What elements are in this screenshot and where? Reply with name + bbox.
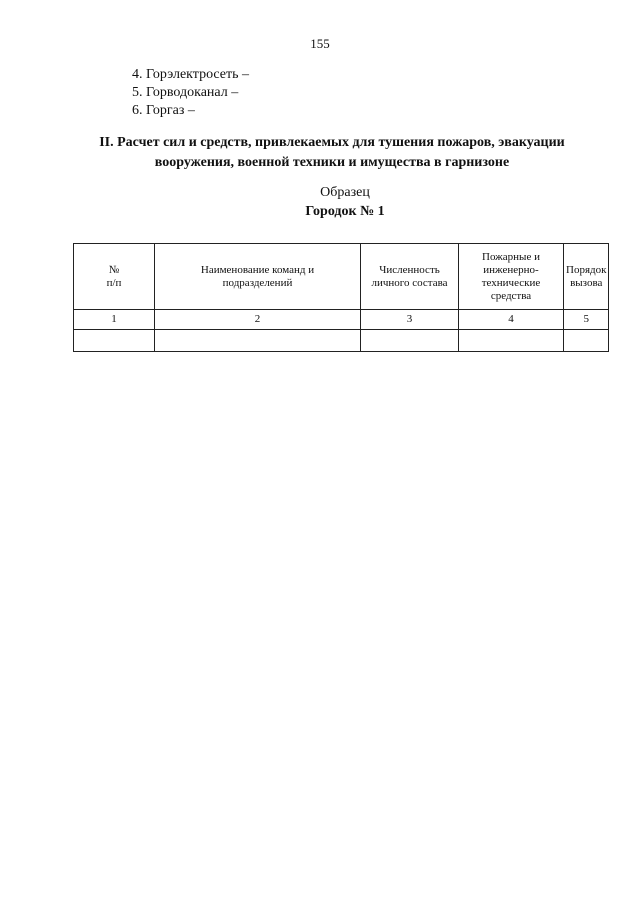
forces-table (73, 243, 609, 352)
utility-list (132, 66, 249, 120)
header-cell-personnel: Численность личного состава (361, 244, 459, 310)
header-cell-equipment: Пожарные и инженерно- технические средства (459, 244, 564, 310)
column-number-cell: 3 (361, 310, 459, 330)
empty-cell (564, 330, 609, 352)
list-item: 5. Горводоканал – (132, 85, 239, 100)
table-header-row (74, 244, 609, 310)
header-cell-name: Наименование команд и подразделений (155, 244, 361, 310)
column-number-cell: 4 (459, 310, 564, 330)
table-row-empty (74, 330, 609, 352)
column-number-cell: 2 (155, 310, 361, 330)
page-number: 155 (310, 36, 330, 51)
column-number-cell: 1 (74, 310, 155, 330)
list-item: 4. Горэлектросеть – (132, 67, 250, 82)
header-cell-call-order: Порядок вызова (564, 244, 609, 310)
sample-title: Городок № 1 (305, 204, 385, 219)
section-title-line: II. Расчет сил и средств, привлекаемых для тушения пожаров, эвакуации (99, 135, 565, 150)
list-item: 6. Горгаз – (132, 103, 195, 118)
sample-label: Образец (320, 185, 370, 200)
header-cell-number: № п/п (74, 244, 155, 310)
empty-cell (361, 330, 459, 352)
section-title (60, 133, 604, 173)
table-row-column-numbers (74, 310, 609, 330)
empty-cell (459, 330, 564, 352)
column-number-cell: 5 (564, 310, 609, 330)
empty-cell (155, 330, 361, 352)
empty-cell (74, 330, 155, 352)
section-title-line: вооружения, военной техники и имущества в гарнизоне (154, 155, 510, 170)
